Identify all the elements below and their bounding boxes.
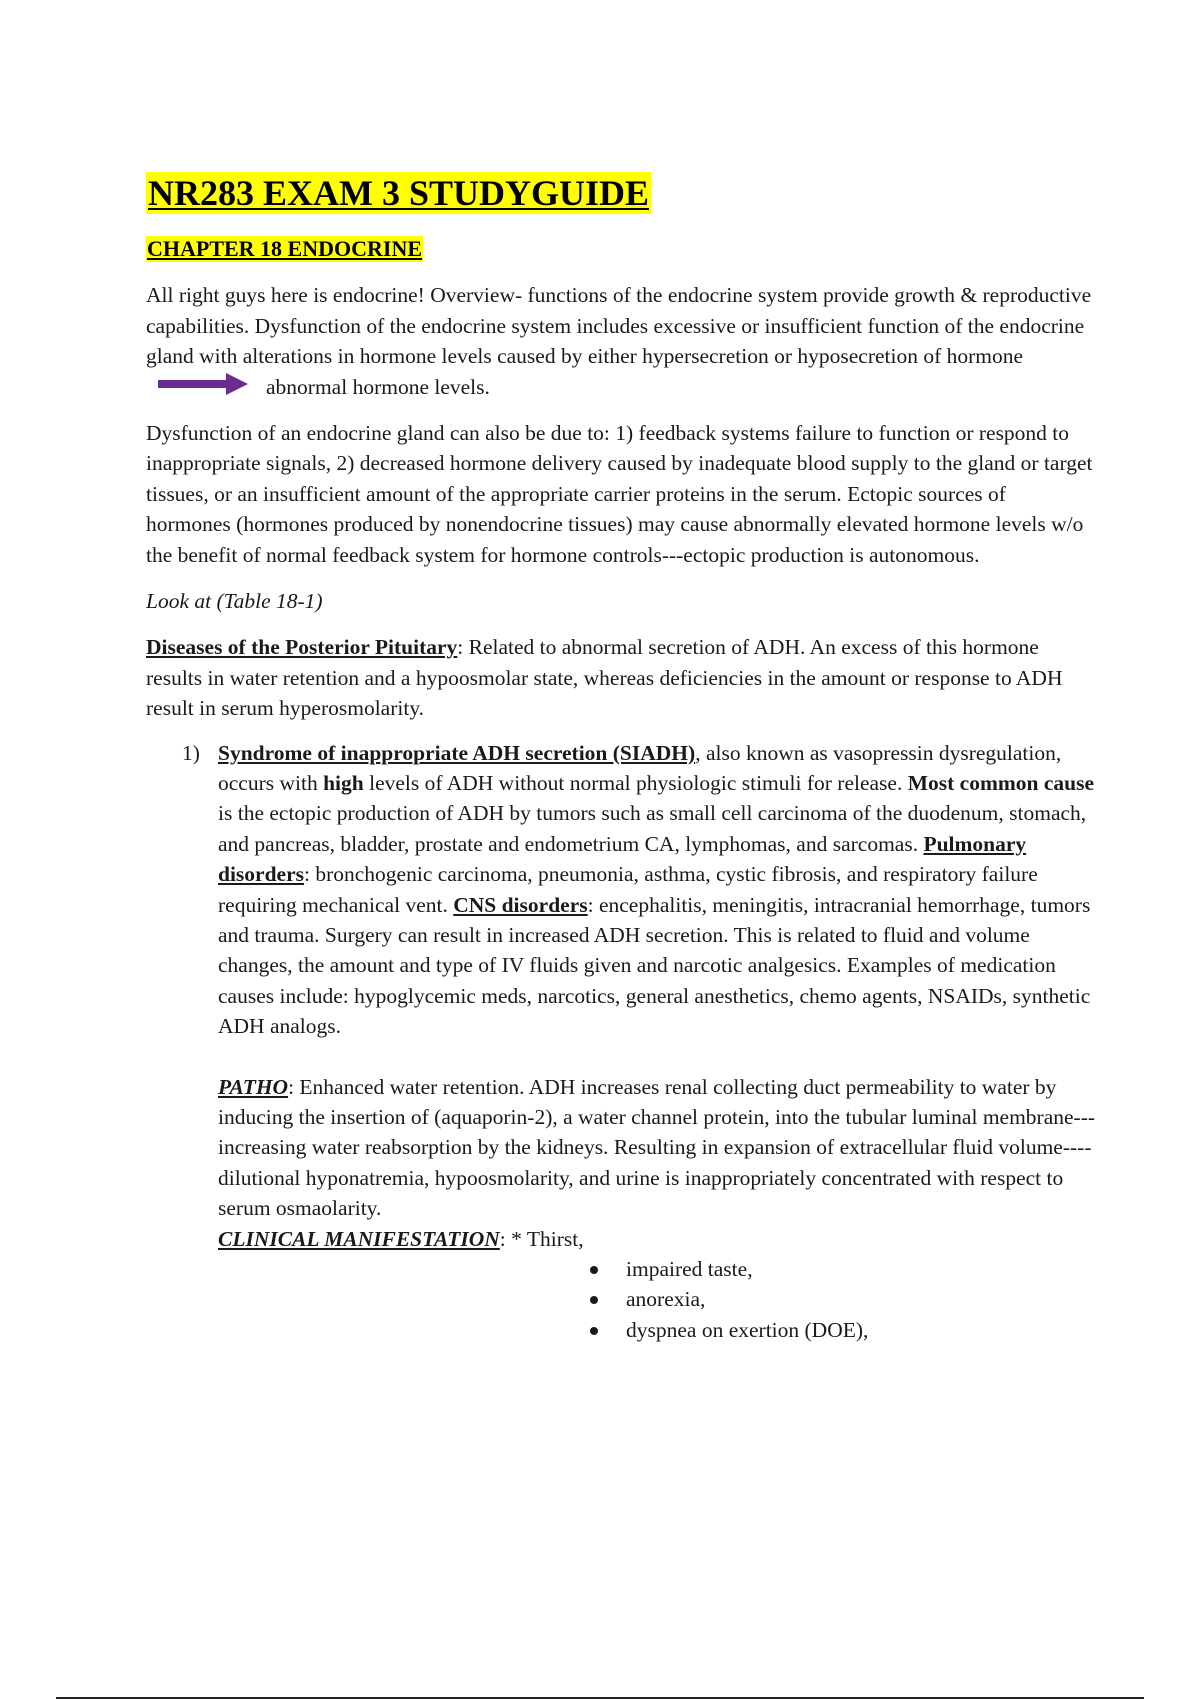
symptom-text: impaired taste, [626,1257,753,1282]
right-arrow-icon [158,373,248,403]
high-emphasis: high [323,770,364,795]
symptom-text: anorexia, [626,1287,706,1312]
posterior-pituitary-heading: Diseases of the Posterior Pituitary [146,635,458,660]
list-item [586,1254,1096,1284]
posterior-pituitary-paragraph [146,632,1096,723]
pulmonary-disorders: Pulmonary disorders [218,831,1027,887]
patho-label: PATHO [218,1074,289,1099]
list-item [586,1284,1096,1314]
siadh-text-3: is the ectopic production of ADH by tumors such as small cell carcinoma of the duodenum, stomach, and pancreas, bladder, prostate and endometrium CA, lymphomas, and sarcomas. [218,801,1087,856]
siadh-list-item [146,738,1096,1042]
posterior-pituitary-text: : Related to abnormal secretion of ADH. An excess of this hormone results in water retention and a hypoosmolar state, whereas deficiencies in the amount or response to ADH result in serum hyperosmolarity. [146,635,1063,721]
list-item [586,1315,1096,1345]
siadh-text-1: , also known as vasopressin dysregulation, occurs with [218,740,1062,795]
list-number: 1) [182,740,200,765]
cns-disorders: CNS disorders [453,892,588,917]
siadh-text-4: : bronchogenic carcinoma, pneumonia, asthma, cystic fibrosis, and respiratory failure requiring mechanical vent. [218,862,1038,917]
siadh-text-2: levels of ADH without normal physiologic stimuli for release. [363,770,908,795]
dysfunction-paragraph: Dysfunction of an endocrine gland can also be due to: 1) feedback systems failure to function or respond to inappropriate signals, 2) decreased hormone delivery caused by inadequate blood supply to the gland or target tissues, or an insufficient amount of the appropriate carrier proteins in the serum. Ectopic sources of hormones (hormones produced by nonendocrine tissues) may cause abnormally elevated hormone levels w/o the benefit of normal feedback system for hormone controls---ectopic production is autonomous. [146,420,1093,567]
clinical-manifestation-text: : * Thirst, [499,1226,584,1251]
symptom-text: dyspnea on exertion (DOE), [626,1317,869,1342]
most-common-cause: Most common cause [907,770,1095,795]
bullet-icon [590,1266,598,1274]
siadh-heading: Syndrome of inappropriate ADH secretion (SIADH) [218,740,696,765]
bullet-icon [590,1296,598,1304]
page-divider [56,1697,1144,1699]
siadh-text-5: : encephalitis, meningitis, intracranial hemorrhage, tumors and trauma. Surgery can result in increased ADH secretion. This is related to fluid and volume changes, the amount and type of IV fluids given and narcotic analgesics. Examples of medication causes include: hypoglycemic meds, narcotics, general anesthetics, chemo agents, NSAIDs, synthetic ADH analogs. [218,892,1091,1039]
overview-result: abnormal hormone levels. [266,374,490,399]
overview-paragraph [146,280,1096,403]
overview-text: All right guys here is endocrine! Overview- functions of the endocrine system provide growth & reproductive capabilities. Dysfunction of the endocrine system includes excessive or insufficient function of the endocrine gland with alterations in hormone levels caused by either hypersecretion or hyposecretion of hormone [146,283,1092,369]
document-title: NR283 EXAM 3 STUDYGUIDE [148,173,650,213]
patho-section [146,1072,1096,1254]
clinical-manifestation-label: CLINICAL MANIFESTATION [218,1226,500,1251]
table-reference: Look at (Table 18-1) [146,588,323,613]
symptom-list [146,1254,1096,1345]
patho-text: : Enhanced water retention. ADH increases renal collecting duct permeability to water by inducing the insertion of (aquaporin-2), a water channel protein, into the tubular luminal membrane---increasing water reabsorption by the kidneys. Resulting in expansion of extracellular fluid volume----dilutional hyponatremia, hypoosmolarity, and urine is inappropriately concentrated with respect to serum osmaolarity. [218,1074,1096,1221]
document-page [146,172,1096,1345]
bullet-icon [590,1327,598,1335]
chapter-heading: CHAPTER 18 ENDOCRINE [147,236,423,261]
